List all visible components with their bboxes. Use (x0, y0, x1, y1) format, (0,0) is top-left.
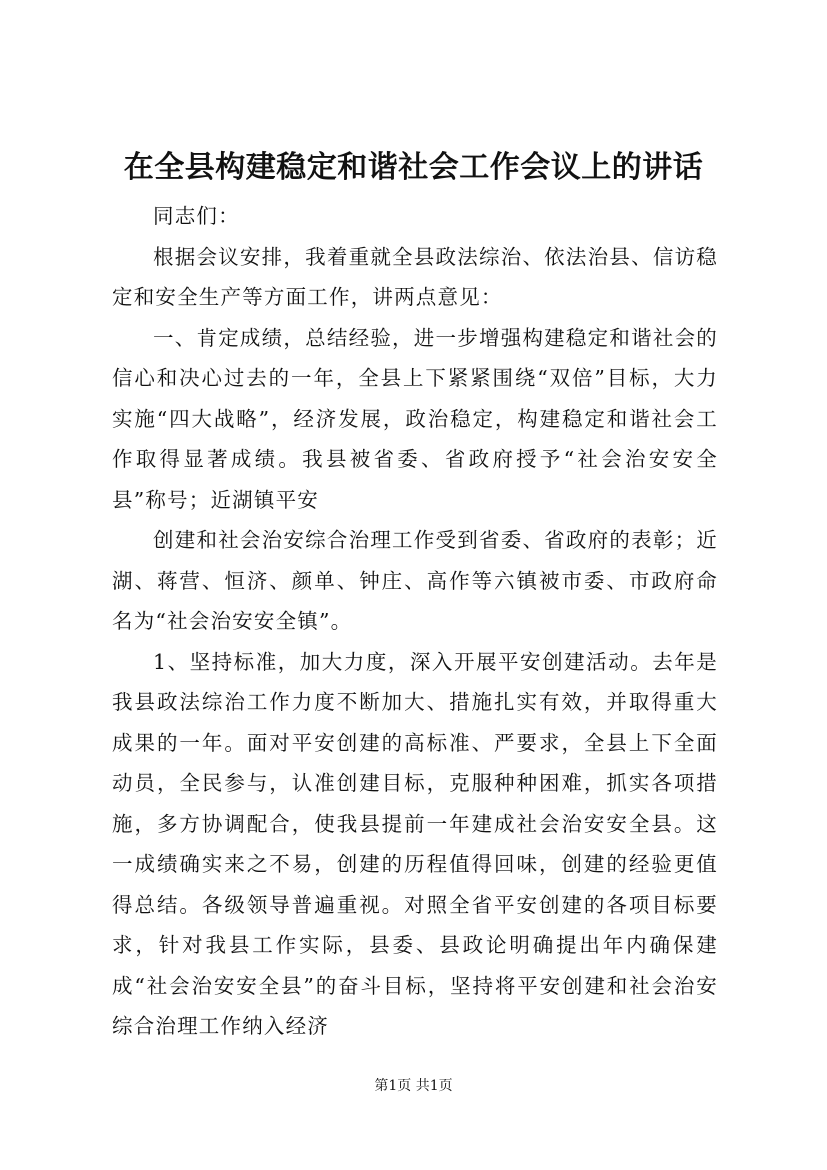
paragraph-commendation: 创建和社会治安综合治理工作受到省委、省政府的表彰；近湖、蒋营、恒济、颜单、钟庄、高作等六镇被市委、市政府命名为“社会治安安全镇”。 (112, 528, 718, 633)
paragraph-intro: 根据会议安排，我着重就全县政法综治、依法治县、信访稳定和安全生产等方面工作，讲两点意见： (112, 244, 718, 309)
paragraph-point-one: 1、坚持标准，加大力度，深入开展平安创建活动。去年是我县政法综治工作力度不断加大、措施扎实有效，并取得重大成果的一年。面对平安创建的高标准、严要求，全县上下全面动员，全民参与，认准创建目标，克服种种困难，抓实各项措施，多方协调配合，使我县提前一年建成社会治安安全县。这一成绩确实来之不易，创建的历程值得回味，创建的经验更值得总结。各级领导普遍重视。对照全省平安创建的各项目标要求，针对我县工作实际，县委、县政论明确提出年内确保建成“社会治安安全县”的奋斗目标，坚持将平安创建和社会治安综合治理工作纳入经济 (112, 649, 718, 1038)
paragraph-salutation: 同志们： (153, 204, 240, 228)
page-footer: 第1页 共1页 (374, 1078, 453, 1094)
document-title: 在全县构建稳定和谐社会工作会议上的讲话 (123, 150, 704, 185)
paragraph-section-one: 一、肯定成绩，总结经验，进一步增强构建稳定和谐社会的信心和决心过去的一年，全县上下紧紧围绕“双倍”目标，大力实施“四大战略”，经济发展，政治稳定，构建稳定和谐社会工作取得显著成绩。我县被省委、省政府授予“社会治安安全县”称号；近湖镇平安 (112, 325, 718, 512)
document-body (112, 196, 718, 1047)
